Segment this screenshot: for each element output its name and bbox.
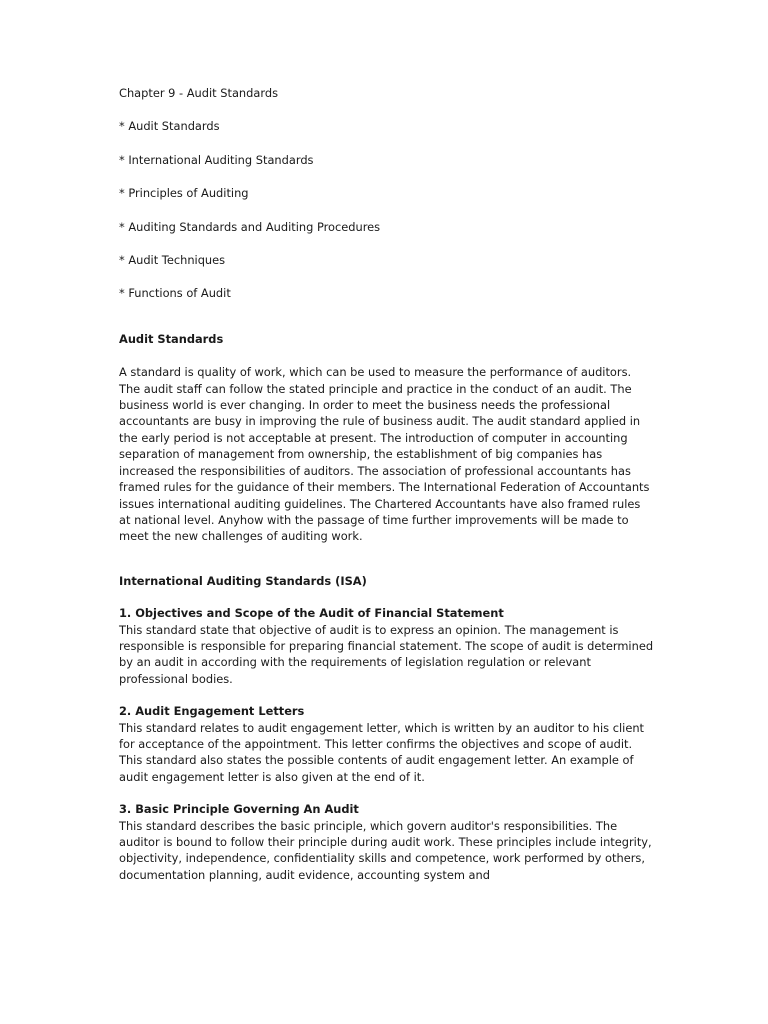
toc-item: * Principles of Auditing	[119, 186, 249, 201]
toc-item: * Functions of Audit	[119, 286, 231, 301]
isa-standard-body: This standard state that objective of audit is to express an opinion. The management is responsible is responsible for preparing financial statement. The scope of audit is determined by an audit in according with the requirements of legislation regulation or relevant professional bodies.	[119, 622, 654, 686]
document-page	[119, 85, 654, 899]
toc-item: * Audit Techniques	[119, 253, 226, 268]
isa-standard-title: 2. Audit Engagement Letters	[119, 704, 305, 719]
section-heading-isa: International Auditing Standards (ISA)	[119, 573, 367, 588]
isa-standard-title: 1. Objectives and Scope of the Audit of Financial Statement	[119, 606, 504, 621]
isa-standard-item	[119, 801, 654, 883]
isa-standard-body: This standard describes the basic principle, which govern auditor's responsibilities. The auditor is bound to follow their principle during audit work. These principles include integrity, objectivity, independence, confidentiality skills and competence, work performed by others, documentation planning, audit evidence, accounting system and	[119, 818, 652, 882]
isa-standard-item	[119, 605, 654, 687]
chapter-title: Chapter 9 - Audit Standards	[119, 86, 279, 100]
toc-item: * Audit Standards	[119, 119, 220, 134]
isa-standard-item	[119, 703, 654, 785]
section-heading-audit-standards: Audit Standards	[119, 331, 224, 346]
audit-standards-paragraph: A standard is quality of work, which can be used to measure the performance of auditors. The audit staff can follow the stated principle and practice in the conduct of an audit. The business world is ever changing. In order to meet the business needs the professional accountants are busy in improving the rule of business audit. The audit standard applied in the early period is not acceptable at present. The introduction of computer in accounting separation of management from ownership, the establishment of big companies has increased the responsibilities of auditors. The association of professional accountants has framed rules for the guidance of their members. The International Federation of Accountants issues international auditing guidelines. The Chartered Accountants have also framed rules at national level. Anyhow with the passage of time further improvements will be made to meet the new challenges of auditing work.	[119, 365, 650, 544]
isa-standard-title: 3. Basic Principle Governing An Audit	[119, 802, 359, 817]
isa-standard-body: This standard relates to audit engagement letter, which is written by an auditor to his client for acceptance of the appointment. This letter confirms the objectives and scope of audit. This standard also states the possible contents of audit engagement letter. An example of audit engagement letter is also given at the end of it.	[119, 720, 645, 784]
table-of-contents	[119, 118, 654, 301]
toc-item: * Auditing Standards and Auditing Procedures	[119, 219, 381, 234]
toc-item: * International Auditing Standards	[119, 152, 314, 167]
